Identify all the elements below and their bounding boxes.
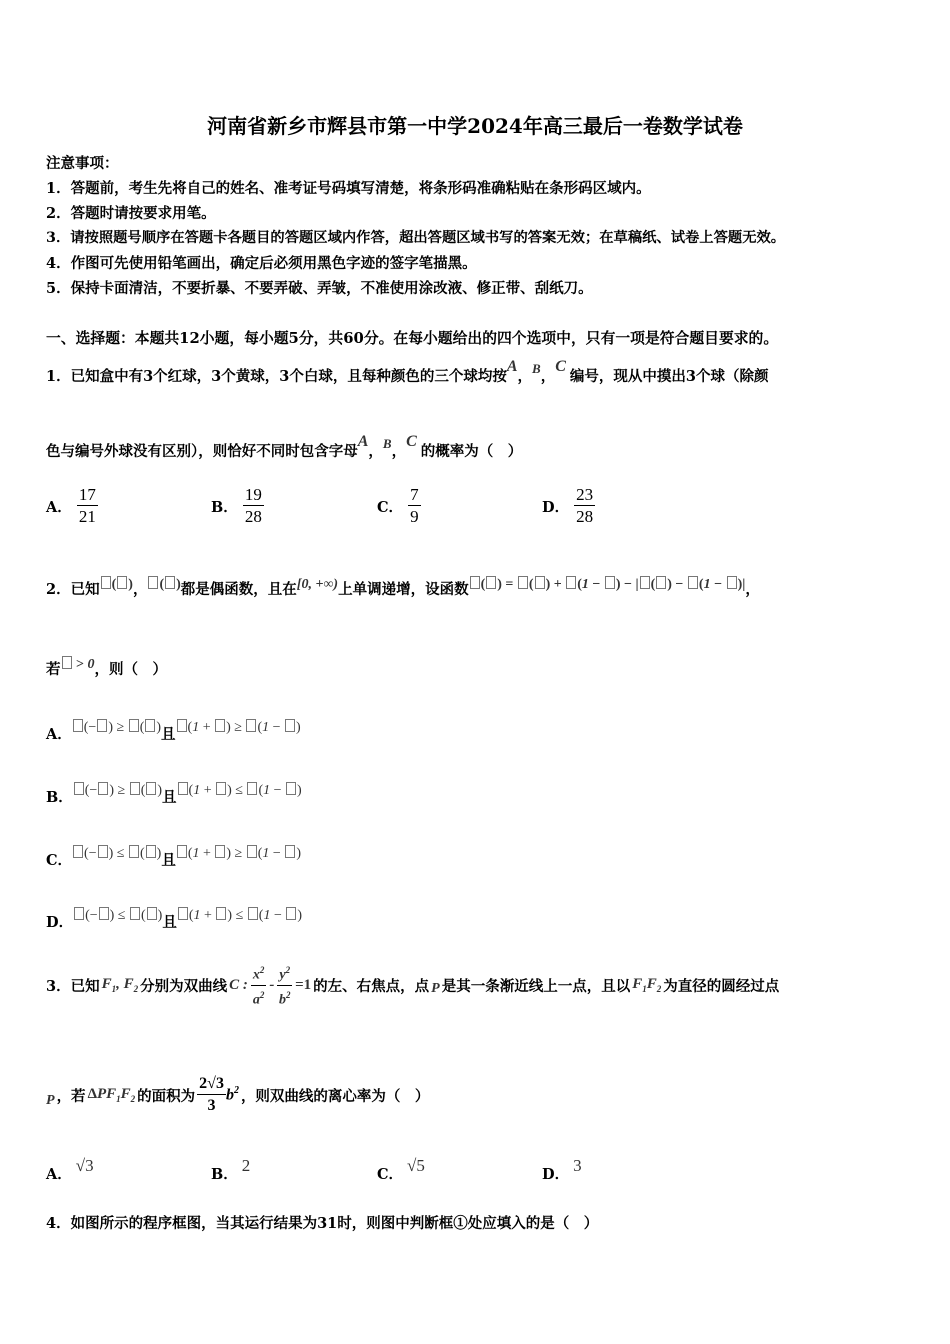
math-expression: (1 + ) ≤ (1 − ): [177, 908, 302, 923]
q2-line2: 若 > 0，则（ ）: [46, 657, 167, 678]
math-expression: (1 + ) ≥ (1 − ): [176, 720, 301, 735]
q1-line1: 1．已知盒中有3个红球，3个黄球，3个白球，且每种颜色的三个球均按A，B，C编号，现从中摸出3个球（除颜: [46, 358, 769, 385]
math-expression: (1 + ) ≥ (1 − ): [176, 846, 301, 861]
math-expression: (1 + ) ≤ (1 − ): [177, 783, 302, 798]
math-expression: ( ): [100, 577, 133, 592]
option-value: 2: [241, 1156, 251, 1175]
q3-line1: 3．已知 $F_1$, $F_2$ 分别为双曲线 C : $\frac{x^2}{a^2}$ - $\frac{y^2}{b^2}$ =1 的左、右焦点，点 P 是其一条渐近线上一点，且以 $F_1F_2$ 为直径的圆经过点: [46, 960, 779, 1010]
q2-line1: 2．已知 ( )， ( )都是偶函数，且在[0, +∞)上单调递增，设函数 ( ) = ( ) + (1 − ) − | ( ) − (1 − )|，: [46, 577, 760, 598]
point-p: P: [431, 981, 440, 996]
q1-text-c: 色与编号外球没有区别），则恰好不同时包含字母: [46, 443, 358, 460]
q1-text-a: 1．已知盒中有3个红球，3个黄球，3个白球，且每种颜色的三个球均按: [46, 368, 507, 385]
notice-item: 5．保持卡面清洁，不要折暴、不要弄破、弄皱，不准使用涂改液、修正带、刮纸刀。: [46, 280, 593, 297]
option-value: √5: [407, 1156, 425, 1175]
math-expression: ( ) = ( ) + (1 − ) − | ( ) − (1 − )|: [469, 577, 746, 592]
q1-line2: 色与编号外球没有区别），则恰好不同时包含字母A，B，C的概率为（ ）: [46, 433, 523, 460]
section-heading: 一、选择题：本题共12小题，每小题5分，共60分。在每小题给出的四个选项中，只有一项是符合题目要求的。: [46, 330, 779, 347]
notice-item: 4．作图可先使用铅笔画出，确定后必须用黑色字迹的签字笔描黑。: [46, 255, 477, 272]
q1-option-a[interactable]: A． $\frac{17}{21}$: [46, 485, 96, 526]
q2-option-c[interactable]: C． (− ) ≤ ( )且 (1 + ) ≥ (1 − ): [46, 846, 301, 869]
page-title: 河南省新乡市辉县市第一中学2024年高三最后一卷数学试卷: [207, 114, 743, 138]
notice-item: 1．答题前，考生先将自己的姓名、准考证号码填写清楚，将条形码准确粘贴在条形码区域内。: [46, 180, 651, 197]
notice-item: 2．答题时请按要求用笔。: [46, 205, 216, 222]
math-expression: (− ) ≤ ( ): [73, 908, 162, 923]
math-expression: ( ): [147, 577, 180, 592]
q2-option-d[interactable]: D． (− ) ≤ ( )且 (1 + ) ≤ (1 − ): [46, 908, 303, 931]
q1-option-b[interactable]: B． $\frac{19}{28}$: [211, 485, 262, 526]
fraction: $\frac{7}{9}$: [410, 485, 419, 526]
q1-option-c[interactable]: C． $\frac{7}{9}$: [377, 485, 419, 526]
notice-item: 3．请按照题号顺序在答题卡各题目的答题区域内作答，超出答题区域书写的答案无效；在草稿纸、试卷上答题无效。: [46, 230, 786, 246]
q1-letter-c: C: [406, 433, 417, 450]
math-expression: > 0: [61, 657, 95, 672]
q1-text-d: 的概率为（ ）: [420, 443, 523, 460]
area-expression: $\frac{2√3}{3}$ $b^2$: [199, 1074, 239, 1114]
math-expression: (− ) ≥ ( ): [73, 783, 162, 798]
q3-option-a[interactable]: A． √3: [46, 1156, 94, 1183]
option-value: √3: [75, 1156, 94, 1175]
q1-option-d[interactable]: D． $\frac{23}{28}$: [542, 485, 594, 526]
math-expression: (− ) ≥ ( ): [72, 720, 161, 735]
q3-line2: P ，若 $\Delta PF_1F_2$ 的面积为 $\frac{2√3}{3}$ $b^2$ ，则双曲线的离心率为（ ）: [46, 1070, 429, 1120]
q2-option-a[interactable]: A． (− ) ≥ ( )且 (1 + ) ≥ (1 − ): [46, 720, 301, 743]
option-value: 3: [573, 1156, 582, 1175]
q1-letter-a: A: [357, 433, 369, 450]
q3-option-c[interactable]: C． √5: [377, 1156, 425, 1183]
point-p: P: [46, 1093, 55, 1108]
q1-letter-c: C: [555, 358, 566, 375]
fraction: $\frac{17}{21}$: [78, 485, 96, 526]
q1-letter-b: B: [382, 436, 392, 451]
q2-option-b[interactable]: B． (− ) ≥ ( )且 (1 + ) ≤ (1 − ): [46, 783, 302, 806]
math-expression: $F_1F_2$: [632, 976, 662, 994]
q1-letter-b: B: [532, 361, 541, 376]
q4-text: 4．如图所示的程序框图，当其运行结果为31时，则图中判断框①处应填入的是（ ）: [46, 1215, 599, 1232]
q3-option-d[interactable]: D． 3: [542, 1156, 582, 1183]
math-expression: (− ) ≤ ( ): [72, 846, 161, 861]
fraction: $\frac{23}{28}$: [576, 485, 594, 526]
q1-letter-a: A: [506, 358, 518, 375]
q3-option-b[interactable]: B． 2: [211, 1156, 251, 1183]
hyperbola-equation: C : $\frac{x^2}{a^2}$ - $\frac{y^2}{b^2}$ =1: [229, 961, 311, 1009]
math-expression: $\Delta PF_1F_2$: [87, 1086, 136, 1104]
notice-heading: 注意事项：: [46, 155, 119, 172]
interval: [0, +∞): [296, 577, 339, 592]
q1-text-b: 编号，现从中摸出3个球（除颜: [569, 368, 769, 385]
math-expression: $F_1$, $F_2$: [101, 976, 139, 994]
fraction: $\frac{19}{28}$: [244, 485, 262, 526]
